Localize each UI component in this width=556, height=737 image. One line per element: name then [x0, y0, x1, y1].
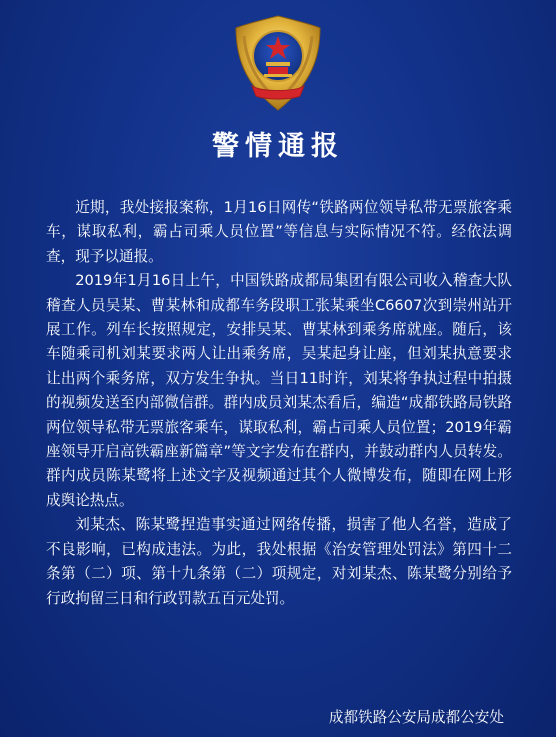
page-title: 警情通报 — [212, 131, 344, 162]
issuer-signature: 成都铁路公安局成都公安处 — [328, 709, 504, 726]
notice-body — [46, 196, 512, 611]
notice-paragraph: 2019年1月16日上午，中国铁路成都局集团有限公司收入稽查大队稽查人员吴某、曹某林和成都车务段职工张某乘坐C6607次到崇州站开展工作。列车长按照规定，安排吴某、曹某林到乘务席就座。随后，该车随乘司机刘某要求两人让出乘务席，吴某起身让座，但刘某执意要求让出两个乘务席，双方发生争执。当日11时许，刘某将争执过程中拍摄的视频发送至内部微信群。群内成员刘某杰看后，编造“成都铁路局铁路两位领导私带无票旅客乘车，谋取私利，霸占司乘人员位置；2019年霸座领导开启高铁霸座新篇章”等文字发布在群内，并鼓动群内人员转发。群内成员陈某鹭将上述文字及视频通过其个人微博发布，随即在网上形成舆论热点。 — [46, 272, 512, 509]
police-emblem-icon — [228, 14, 328, 114]
notice-paragraph: 刘某杰、陈某鹭捏造事实通过网络传播，损害了他人名誉，造成了不良影响，已构成违法。为此，我处根据《治安管理处罚法》第四十二条第（二）项、第十九条第（二）项规定，对刘某杰、陈某鹭分别给予行政拘留三日和行政罚款五百元处罚。 — [46, 516, 512, 607]
notice-paragraph: 近期，我处接报案称，1月16日网传“铁路两位领导私带无票旅客乘车，谋取私利，霸占司乘人员位置”等信息与实际情况不符。经依法调查，现予以通报。 — [46, 199, 512, 265]
